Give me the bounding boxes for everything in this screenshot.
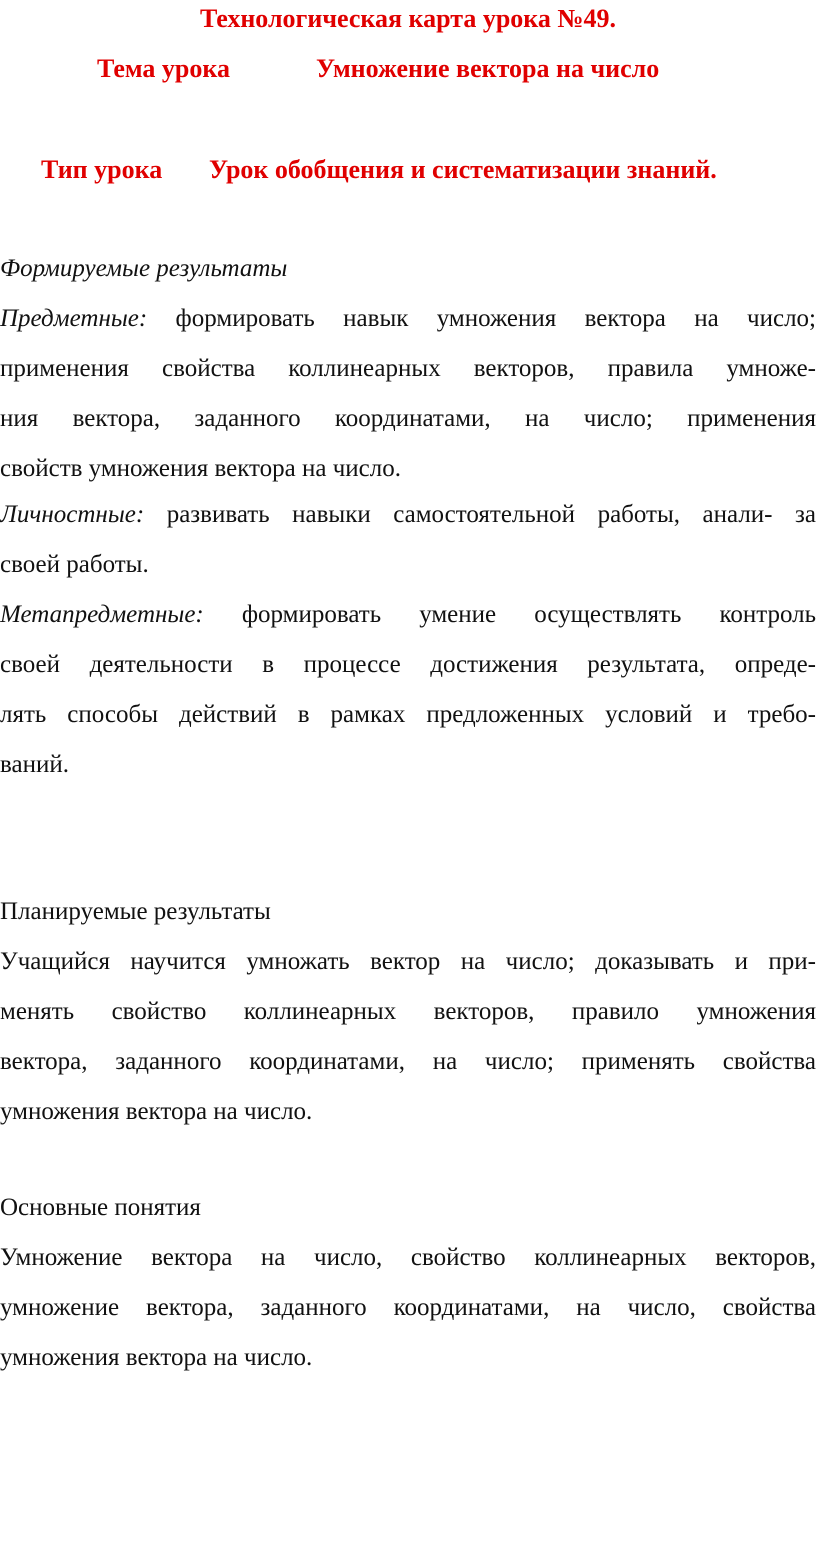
paragraph-line: применения свойства коллинеарных векторов, правила умноже-	[0, 355, 816, 382]
lesson-type-label: Тип урока	[41, 155, 163, 184]
paragraph-line: умножения вектора на число.	[0, 1344, 313, 1371]
paragraph-line-text: формировать умение осуществлять контроль	[203, 601, 816, 628]
formed-results-heading: Формируемые результаты	[0, 255, 288, 282]
paragraph-line: своей деятельности в процессе достижения результата, опреде-	[0, 651, 816, 678]
paragraph-line-text: формировать навык умножения вектора на число;	[147, 305, 816, 332]
lesson-topic-label: Тема урока	[97, 54, 230, 83]
lesson-topic-value: Умножение вектора на число	[316, 54, 660, 83]
lesson-type-value: Урок обобщения и систематизации знаний.	[209, 155, 717, 184]
basic-concepts-heading: Основные понятия	[0, 1194, 201, 1221]
paragraph-line: ния вектора, заданного координатами, на число; применения	[0, 405, 816, 432]
planned-results-paragraph	[0, 937, 816, 1137]
subject-results-label: Предметные:	[0, 305, 148, 332]
paragraph-line: Учащийся научится умножать вектор на число; доказывать и при-	[0, 948, 816, 975]
meta-results-label: Метапредметные:	[0, 601, 204, 628]
paragraph-line: Умножение вектора на число, свойство коллинеарных векторов,	[0, 1244, 816, 1271]
paragraph-line: умножения вектора на число.	[0, 1098, 313, 1125]
paragraph-line	[0, 590, 816, 640]
paragraph-line: своей работы.	[0, 551, 149, 578]
document-title: Технологическая карта урока №49.	[199, 4, 617, 33]
paragraph-line: умножение вектора, заданного координатами, на число, свойства	[0, 1294, 816, 1321]
paragraph-line: лять способы действий в рамках предложенных условий и требо-	[0, 701, 816, 728]
planned-results-heading: Планируемые результаты	[0, 898, 271, 925]
paragraph-line: свойств умножения вектора на число.	[0, 455, 401, 482]
meta-results-paragraph	[0, 590, 816, 790]
paragraph-line	[0, 294, 816, 344]
paragraph-line: менять свойство коллинеарных векторов, правило умножения	[0, 998, 816, 1025]
personal-results-label: Личностные:	[0, 501, 145, 528]
paragraph-line: ваний.	[0, 751, 69, 778]
personal-results-paragraph	[0, 490, 816, 590]
paragraph-line-text: развивать навыки самостоятельной работы, анали- за	[144, 501, 816, 528]
paragraph-line	[0, 490, 816, 540]
basic-concepts-paragraph	[0, 1233, 816, 1383]
paragraph-line: вектора, заданного координатами, на число; применять свойства	[0, 1048, 816, 1075]
subject-results-paragraph	[0, 294, 816, 494]
